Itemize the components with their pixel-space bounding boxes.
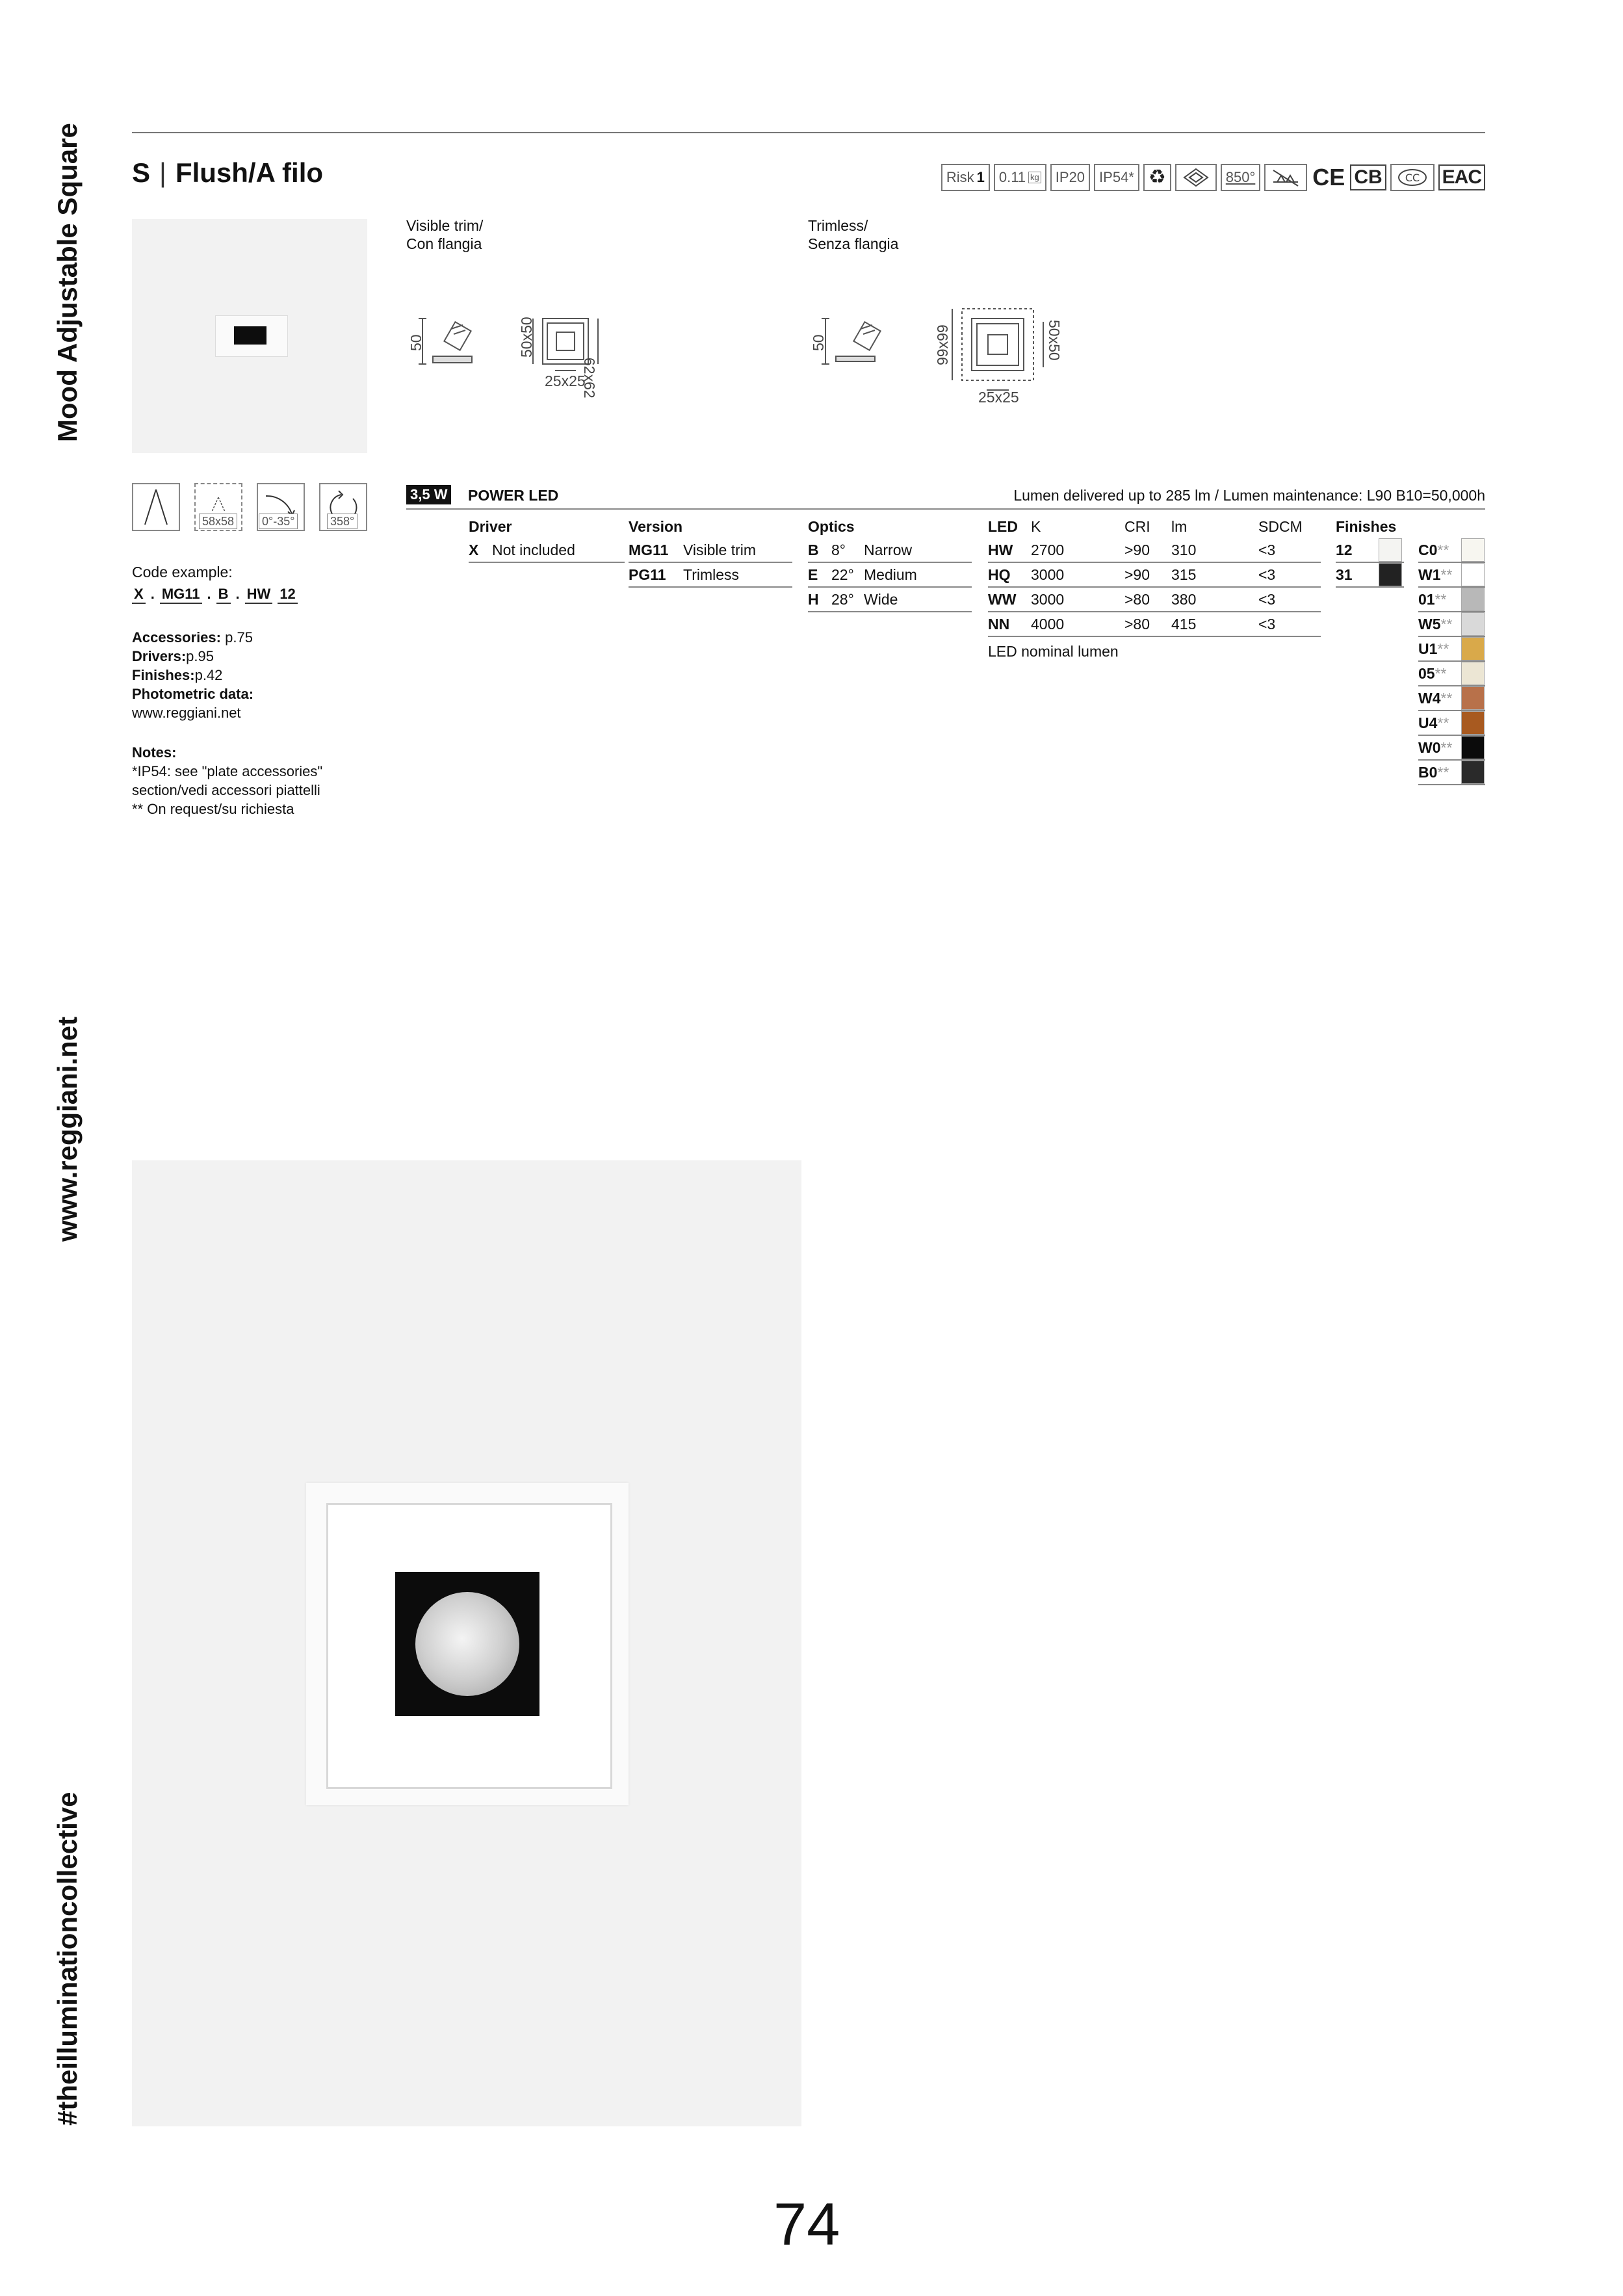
- version-row: [629, 538, 792, 563]
- finish-request-row: [1418, 588, 1485, 612]
- finish-request-code: W4: [1418, 690, 1441, 707]
- led-row: [988, 563, 1321, 588]
- eac-mark: EAC: [1438, 164, 1485, 190]
- product-thumbnail: [132, 219, 367, 453]
- ref-accessories: [132, 628, 253, 647]
- driver-text: Not included: [492, 541, 575, 558]
- led-code: HQ: [988, 566, 1011, 583]
- ip20-badge: IP20: [1050, 164, 1090, 191]
- lumen-note: Lumen delivered up to 285 lm / Lumen maintenance: L90 B10=50,000h: [1013, 487, 1485, 504]
- led-k: 4000: [1031, 616, 1065, 633]
- finish-request-swatch: [1461, 761, 1485, 784]
- vt-size-dim: 50x50: [518, 317, 535, 358]
- risk-value: 1: [976, 169, 985, 185]
- tl-size-dim: 50x50: [1046, 320, 1063, 361]
- risk-badge: [941, 164, 990, 191]
- led-column: [988, 515, 1321, 663]
- led-k: 2700: [1031, 541, 1065, 558]
- finish-request-swatch: [1461, 538, 1485, 562]
- certification-badges: [941, 164, 1485, 191]
- finish-request-swatch: [1461, 711, 1485, 735]
- ccc-icon: [1390, 164, 1435, 191]
- driver-header: Driver: [469, 518, 512, 535]
- risk-label: Risk: [946, 169, 974, 185]
- finish-request-row: [1418, 761, 1485, 785]
- finish-code: 12: [1336, 541, 1353, 558]
- ce-mark: CE: [1312, 164, 1345, 190]
- temp-value: 850°: [1225, 169, 1256, 185]
- weight-value: 0.11: [998, 169, 1026, 185]
- ref-drivers: [132, 647, 253, 666]
- ref-accessories-label: Accessories:: [132, 629, 221, 646]
- finish-request-code: B0: [1418, 764, 1438, 781]
- finishes-column: [1336, 515, 1404, 588]
- on-request-mark: **: [1435, 591, 1447, 608]
- finish-request-swatch: [1461, 686, 1485, 710]
- section-title: [132, 157, 323, 189]
- finish-request-row: [1418, 612, 1485, 637]
- thumbnail-aperture: [234, 326, 266, 345]
- led-code: HW: [988, 541, 1013, 558]
- code-example-label: Code example:: [132, 564, 233, 581]
- finish-request-row: [1418, 662, 1485, 686]
- version-text: Visible trim: [683, 541, 757, 558]
- code-part-optics: B: [216, 586, 231, 604]
- rotation-caption: 358°: [327, 514, 357, 529]
- code-part-driver: X: [132, 586, 146, 604]
- code-part-led: HW: [245, 586, 273, 604]
- version-code: PG11: [629, 566, 666, 583]
- optics-column: [808, 515, 972, 612]
- temp-badge: [1221, 164, 1261, 191]
- finish-request-row: [1418, 736, 1485, 761]
- version-row: [629, 563, 792, 588]
- finish-request-code: W5: [1418, 616, 1441, 633]
- notes-label: Notes:: [132, 744, 177, 761]
- led-k: 3000: [1031, 591, 1065, 608]
- optics-text: Medium: [864, 566, 917, 583]
- ip54-badge: IP54*: [1094, 164, 1139, 191]
- led-code: WW: [988, 591, 1017, 608]
- finish-request-row: [1418, 563, 1485, 588]
- led-lm: 315: [1171, 566, 1197, 583]
- side-product-family: Mood Adjustable Square: [52, 123, 83, 442]
- on-request-mark: **: [1437, 714, 1449, 731]
- side-website: www.reggiani.net: [52, 1016, 83, 1242]
- finish-request-swatch: [1461, 563, 1485, 586]
- driver-code: X: [469, 541, 479, 558]
- ref-accessories-value: p.75: [225, 629, 253, 646]
- version-text: Trimless: [683, 566, 740, 583]
- finish-request-code: C0: [1418, 541, 1438, 558]
- tl-height-dim: 50: [810, 334, 827, 351]
- driver-row: [469, 538, 625, 563]
- finish-request-swatch: [1461, 662, 1485, 685]
- ref-finishes: [132, 666, 253, 685]
- on-request-mark: **: [1440, 566, 1453, 583]
- k-header: K: [1031, 518, 1041, 535]
- led-cri: >90: [1124, 541, 1150, 558]
- weight-unit: kg: [1028, 172, 1041, 183]
- finish-request-swatch: [1461, 736, 1485, 759]
- led-sdcm: <3: [1258, 616, 1276, 633]
- code-part-finish: 12: [278, 586, 297, 604]
- version-header: Version: [629, 518, 683, 535]
- optics-row: [808, 538, 972, 563]
- driver-column: [469, 515, 625, 563]
- on-request-mark: **: [1437, 541, 1449, 558]
- ref-drivers-label: Drivers:: [132, 648, 187, 664]
- product-photo: [132, 1160, 801, 2126]
- vt-cut-dim: 25x25: [545, 372, 586, 389]
- power-watt-badge: 3,5 W: [406, 485, 451, 504]
- optics-code: B: [808, 541, 819, 558]
- led-row: [988, 538, 1321, 563]
- led-note: LED nominal lumen: [988, 643, 1119, 660]
- lm-header: lm: [1171, 518, 1188, 535]
- tl-outer-dim: 99x99: [934, 324, 951, 365]
- side-hashtag: #theilluminationcollective: [52, 1792, 83, 2126]
- led-sdcm: <3: [1258, 566, 1276, 583]
- ref-photometric: [132, 685, 253, 703]
- optics-angle: 28°: [831, 591, 854, 608]
- on-request-mark: **: [1440, 690, 1453, 707]
- finish-swatch: [1379, 563, 1402, 586]
- version-code: MG11: [629, 541, 669, 558]
- optics-row: [808, 588, 972, 612]
- recycle-icon: ♻: [1143, 164, 1171, 191]
- cb-mark: CB: [1350, 164, 1386, 190]
- optics-angle: 8°: [831, 541, 846, 558]
- no-insulation-icon: [1264, 164, 1307, 191]
- version-column: [629, 515, 792, 588]
- page-number: 74: [773, 2191, 840, 2258]
- visible-trim-label: Visible trim/ Con flangia: [406, 217, 484, 252]
- ref-finishes-value: p.42: [194, 667, 223, 683]
- optics-code: E: [808, 566, 818, 583]
- vt-height-dim: 50: [408, 334, 424, 351]
- code-dot: .: [150, 586, 155, 602]
- led-lm: 380: [1171, 591, 1197, 608]
- on-request-mark: **: [1440, 739, 1453, 756]
- led-cri: >80: [1124, 616, 1150, 633]
- code-example: [132, 586, 298, 604]
- finish-request-code: 01: [1418, 591, 1435, 608]
- svg-text:CC: CC: [1405, 172, 1420, 184]
- code-part-version: MG11: [160, 586, 202, 604]
- on-request-mark: **: [1435, 665, 1447, 682]
- led-sdcm: <3: [1258, 541, 1276, 558]
- finish-request-code: U1: [1418, 640, 1438, 657]
- optics-header: Optics: [808, 518, 855, 535]
- photo-lens: [415, 1592, 519, 1696]
- finish-code: 31: [1336, 566, 1353, 583]
- finishes-request-column: [1418, 538, 1485, 785]
- finish-row: [1336, 563, 1404, 588]
- title-text: Flush/A filo: [175, 157, 324, 188]
- note-ip54: *IP54: see "plate accessories": [132, 763, 323, 779]
- class-ii-icon: [1175, 164, 1217, 191]
- code-dot: .: [207, 586, 211, 602]
- led-header-row: [988, 515, 1321, 538]
- on-request-mark: **: [1437, 764, 1449, 781]
- finish-request-row: [1418, 686, 1485, 711]
- optics-text: Narrow: [864, 541, 913, 558]
- code-dot: .: [235, 586, 240, 602]
- led-k: 3000: [1031, 566, 1065, 583]
- note-ip54-cont: section/vedi accessori piattelli: [132, 782, 320, 798]
- vt-outer-dim: 62x62: [581, 358, 598, 398]
- weight-badge: [994, 164, 1046, 191]
- tilt-caption: 0°-35°: [259, 514, 298, 529]
- title-code: S: [132, 157, 151, 188]
- trimless-label: Trimless/ Senza flangia: [808, 217, 899, 252]
- finish-swatch: [1379, 538, 1402, 562]
- title-separator: |: [159, 157, 166, 188]
- optics-text: Wide: [864, 591, 898, 608]
- led-row: [988, 612, 1321, 637]
- ref-photometric-link[interactable]: www.reggiani.net: [132, 705, 241, 721]
- sdcm-header: SDCM: [1258, 518, 1303, 535]
- ref-drivers-value: p.95: [186, 648, 214, 664]
- finish-request-code: U4: [1418, 714, 1438, 731]
- note-on-request: ** On request/su richiesta: [132, 801, 294, 817]
- beam-size-caption: 58x58: [199, 514, 237, 529]
- led-lm: 310: [1171, 541, 1197, 558]
- finish-row: [1336, 538, 1404, 563]
- finish-request-row: [1418, 711, 1485, 736]
- ref-finishes-label: Finishes:: [132, 667, 195, 683]
- finishes-header: Finishes: [1336, 518, 1397, 535]
- notes: [132, 743, 322, 818]
- power-type: POWER LED: [468, 487, 559, 504]
- beam-icon: [132, 483, 180, 531]
- finish-request-row: [1418, 637, 1485, 662]
- finish-request-row: [1418, 538, 1485, 563]
- led-lm: 415: [1171, 616, 1197, 633]
- led-row: [988, 588, 1321, 612]
- top-rule: [132, 132, 1485, 133]
- finish-request-swatch: [1461, 588, 1485, 611]
- finish-request-code: 05: [1418, 665, 1435, 682]
- references: [132, 628, 253, 722]
- led-code: NN: [988, 616, 1010, 633]
- finish-request-swatch: [1461, 637, 1485, 660]
- optics-code: H: [808, 591, 819, 608]
- tl-cut-dim: 25x25: [978, 389, 1019, 406]
- finish-request-swatch: [1461, 612, 1485, 636]
- optics-angle: 22°: [831, 566, 854, 583]
- finish-request-code: W0: [1418, 739, 1441, 756]
- optics-row: [808, 563, 972, 588]
- on-request-mark: **: [1437, 640, 1449, 657]
- cri-header: CRI: [1124, 518, 1150, 535]
- led-cri: >80: [1124, 591, 1150, 608]
- led-cri: >90: [1124, 566, 1150, 583]
- finish-request-code: W1: [1418, 566, 1441, 583]
- ref-photometric-label: Photometric data:: [132, 686, 254, 702]
- power-header: [406, 485, 1485, 510]
- led-header: LED: [988, 518, 1018, 535]
- on-request-mark: **: [1440, 616, 1453, 633]
- led-sdcm: <3: [1258, 591, 1276, 608]
